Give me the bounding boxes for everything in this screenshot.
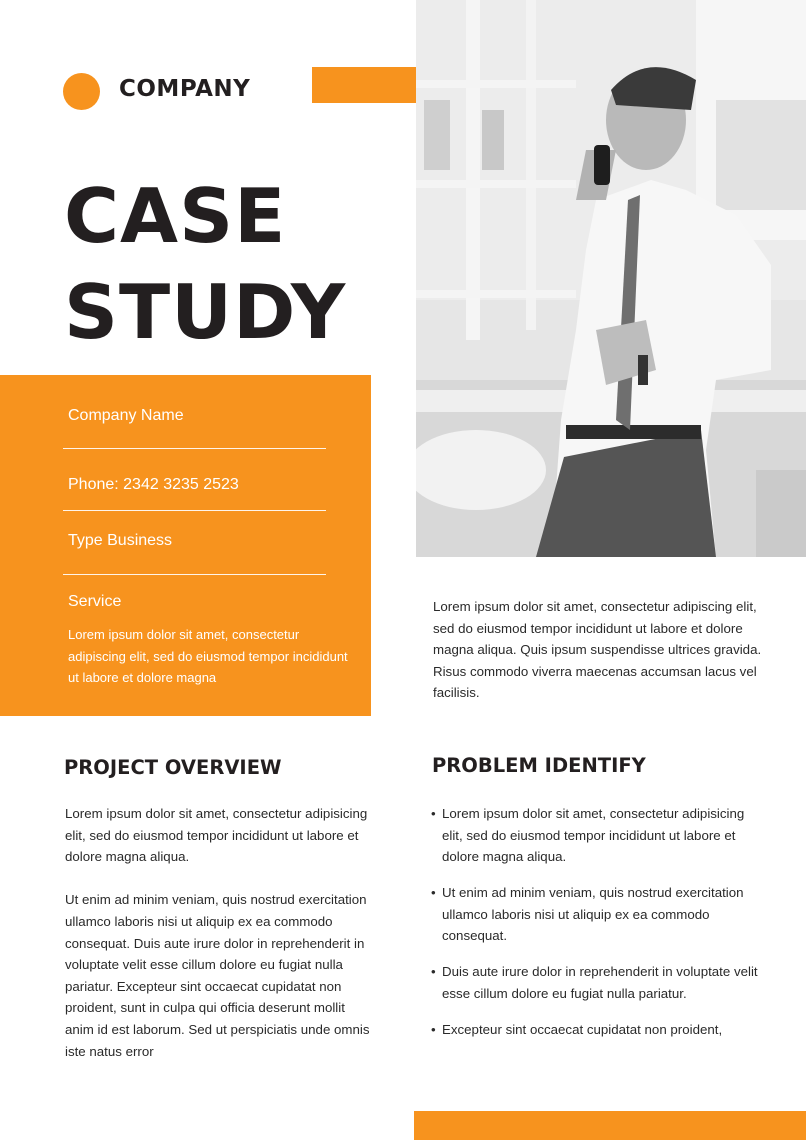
title-line-2: STUDY	[64, 268, 347, 356]
divider	[63, 510, 326, 511]
company-name-label: Company Name	[68, 407, 184, 424]
accent-bar-bottom	[414, 1111, 806, 1140]
man-on-phone-image	[416, 0, 806, 557]
project-overview-body	[65, 803, 370, 1084]
bullet-icon: •	[431, 806, 436, 821]
overview-paragraph: Ut enim ad minim veniam, quis nostrud exercitation ullamco laboris nisi ut aliquip ex ea commodo consequat. Duis aute irure dolor in reprehenderit in voluptate velit esse cillum dolore eu fugiat nulla pariatur. Excepteur sint occaecat cupidatat non proident, sunt in culpa qui officia deserunt mollit anim id est laborum. Sed ut perspiciatis unde omnis iste natus error	[65, 892, 370, 1059]
overview-paragraph: Lorem ipsum dolor sit amet, consectetur adipisicing elit, sed do eiusmod tempor incididunt ut labore et dolore magna aliqua.	[65, 806, 368, 865]
page-title	[64, 168, 346, 360]
hero-photo	[416, 0, 806, 557]
type-business-label: Type Business	[68, 532, 173, 549]
bullet-icon: •	[431, 964, 436, 980]
divider	[63, 574, 326, 575]
title-line-1: CASE	[64, 172, 287, 260]
list-item: • Duis aute irure dolor in reprehenderit in voluptate velit esse cillum dolore eu fugiat nulla pariatur.	[431, 961, 761, 1004]
problem-list	[431, 803, 761, 1055]
intro-paragraph: Lorem ipsum dolor sit amet, consectetur adipiscing elit, sed do eiusmod tempor incididunt ut labore et dolore magna aliqua. Quis ipsum suspendisse ultrices gravida. Risus commodo viverra maecenas accumsan lacus vel facilisis.	[433, 599, 762, 701]
bullet-icon: •	[431, 885, 436, 901]
company-label: COMPANY	[119, 76, 251, 102]
list-item: • Excepteur sint occaecat cupidatat non proident,	[431, 1019, 761, 1041]
project-overview-heading: PROJECT OVERVIEW	[64, 756, 282, 779]
list-item: • Ut enim ad minim veniam, quis nostrud exercitation ullamco laboris nisi ut aliquip ex ea commodo consequat.	[431, 882, 761, 947]
bullet-icon: •	[431, 1021, 436, 1037]
service-label: Service	[68, 593, 122, 610]
company-info-panel	[0, 375, 371, 716]
list-item: • Lorem ipsum dolor sit amet, consectetur adipisicing elit, sed do eiusmod tempor incididunt ut labore et dolore magna aliqua.	[431, 803, 761, 868]
divider	[63, 448, 326, 449]
service-description: Lorem ipsum dolor sit amet, consectetur adipiscing elit, sed do eiusmod tempor incididunt ut labore et dolore magna	[68, 627, 348, 686]
problem-identify-heading: PROBLEM IDENTIFY	[432, 754, 646, 777]
logo-circle	[63, 73, 100, 110]
phone-label: Phone: 2342 3235 2523	[68, 476, 239, 493]
